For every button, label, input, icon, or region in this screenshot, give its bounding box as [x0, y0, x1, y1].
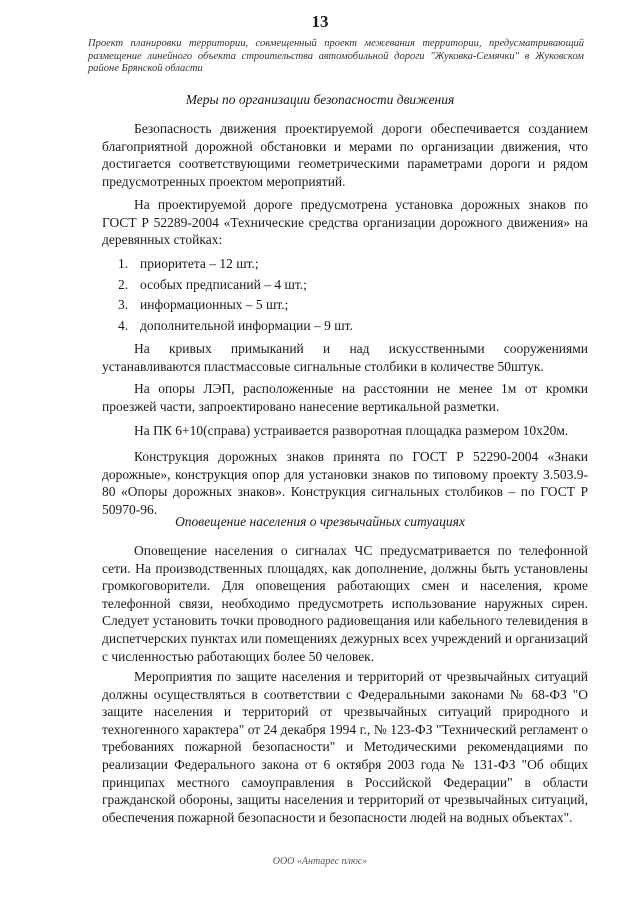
list-item — [118, 254, 578, 275]
list-item-number: 4. — [118, 317, 129, 333]
list-item-text: информационных – 5 шт.; — [140, 297, 289, 312]
paragraph — [102, 422, 588, 440]
paragraph — [102, 668, 588, 826]
list-item-number: 3. — [118, 297, 129, 312]
paragraph — [102, 542, 588, 665]
list-item — [118, 295, 578, 316]
running-header: Проект планировки территории, совмещенный проект межевания территории, предусматривающий размещение линейного объекта строительства автомобильной дороги "Жуковка-Семячки" в Жуковском районе Брянской области — [88, 38, 584, 74]
list-item — [118, 275, 578, 296]
paragraph-text: На кривых примыканий и над искусственными сооружениями устанавливаются пластмассовые сигнальные столбики в количестве 50штук. — [102, 341, 588, 374]
list-item-text: приоритета – 12 шт.; — [140, 256, 259, 271]
paragraph — [102, 448, 588, 518]
paragraph — [102, 380, 588, 415]
section-title-traffic-safety: Меры по организации безопасности движения — [185, 92, 455, 107]
list-item-number: 2. — [118, 276, 129, 292]
road-signs-list — [118, 254, 578, 336]
paragraph-text: Безопасность движения проектируемой дороги обеспечивается созданием благоприятной дорожной обстановки и мерами по организации движения, что достигается соответствующими геометрическими параметрами дороги и рядом предусмотренных проектом мероприятий. — [102, 121, 588, 189]
paragraph-text: На проектируемой дороге предусмотрена установка дорожных знаков по ГОСТ Р 52289-2004 «Технические средства организации дорожного движения» на деревянных стойках: — [102, 197, 588, 248]
paragraph — [102, 196, 588, 249]
list-item-text: особых предписаний – 4 шт.; — [140, 276, 307, 292]
list-item — [118, 316, 578, 337]
paragraph — [102, 340, 588, 375]
paragraph-text: Конструкция дорожных знаков принята по ГОСТ Р 52290-2004 «Знаки дорожные», конструкция опор для установки знаков по типовому проекту 3.503.9-80 «Опоры дорожных знаков». Конструкция сигнальных столбиков – по ГОСТ Р 50970-96. — [102, 449, 588, 517]
page-number: 13 — [311, 12, 329, 31]
paragraph-text: Мероприятия по защите населения и территорий от чрезвычайных ситуаций должны осуществляться в соответствии с Федеральными законами № 68-ФЗ "О защите населения и территорий от чрезвычайных ситуаций природного и техногенного характера" от 24 декабря 1994 г., № 123-ФЗ "Технический регламент о требованиях пожарной безопасности" и Методическими рекомендациями по реализации Федерального закона от 6 октября 2003 года № 131-ФЗ "Об общих принципах местного самоуправления в Российской Федерации" в области гражданской обороны, защиты населения и территорий от чрезвычайных ситуаций, обеспечения пожарной безопасности и безопасности людей на водных объектах". — [102, 669, 588, 825]
paragraph-text: На опоры ЛЭП, расположенные на расстоянии не менее 1м от кромки проезжей части, запроектировано нанесение вертикальной разметки. — [102, 381, 588, 414]
page-footer: ООО «Антарес плюс» — [272, 856, 368, 867]
list-item-text: дополнительной информации – 9 шт. — [140, 317, 353, 333]
list-item-number: 1. — [118, 256, 129, 271]
section-title-emergency-alert: Оповещение населения о чрезвычайных ситуациях — [175, 514, 465, 529]
paragraph-text: На ПК 6+10(справа) устраивается разворотная площадка размером 10х20м. — [134, 423, 569, 438]
paragraph — [102, 120, 588, 190]
paragraph-text: Оповещение населения о сигналах ЧС предусматривается по телефонной сети. На производственных площадях, как дополнение, должны быть установлены громкоговорители. Для оповещения работающих смен и населения, кроме телефонной связи, необходимо предусмотреть использование наружных сирен. Следует установить точки проводного радиовещания или кабельного телевидения в диспетчерских пунктах или помещениях дежурных всех учреждений и организаций с численностью работающих более 50 человек. — [102, 543, 588, 664]
